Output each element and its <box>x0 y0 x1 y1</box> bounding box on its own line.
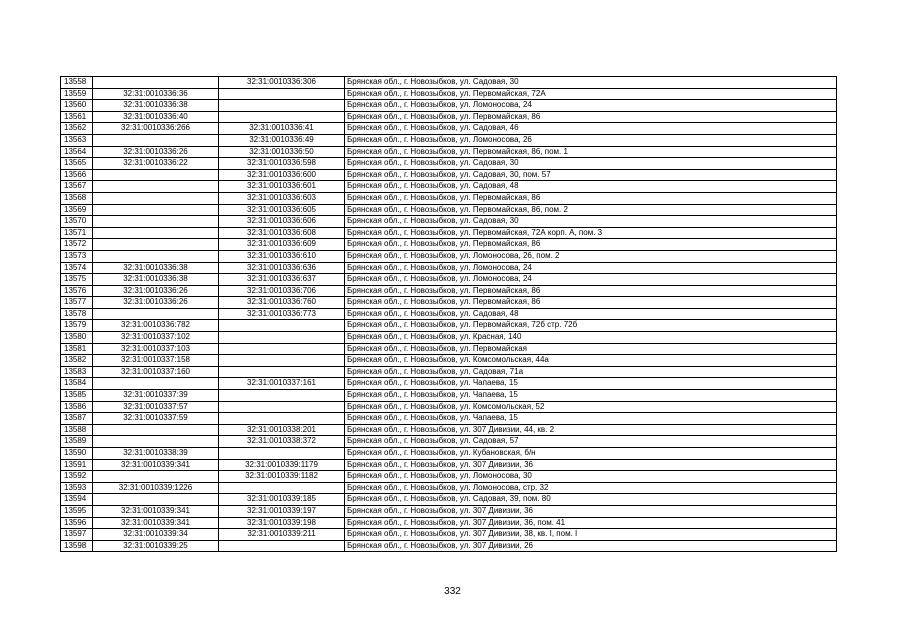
related-cadastral-number-cell <box>219 343 345 355</box>
row-number-cell: 13572 <box>61 239 93 251</box>
table-row <box>61 529 837 541</box>
table-row <box>61 181 837 193</box>
table-row <box>61 401 837 413</box>
cadastral-number-cell <box>93 471 219 483</box>
table-row <box>61 146 837 158</box>
address-cell: Брянская обл., г. Новозыбков, ул. Ломоносова, 24 <box>345 274 837 286</box>
row-number-cell: 13563 <box>61 134 93 146</box>
table-row <box>61 494 837 506</box>
address-cell: Брянская обл., г. Новозыбков, ул. 307 Дивизии, 44, кв. 2 <box>345 424 837 436</box>
row-number-cell: 13592 <box>61 471 93 483</box>
cadastral-number-cell <box>93 216 219 228</box>
cadastral-number-cell: 32:31:0010339:341 <box>93 459 219 471</box>
address-cell: Брянская обл., г. Новозыбков, ул. Первомайская, 86 <box>345 239 837 251</box>
related-cadastral-number-cell: 32:31:0010336:773 <box>219 308 345 320</box>
row-number-cell: 13585 <box>61 390 93 402</box>
table-row <box>61 100 837 112</box>
related-cadastral-number-cell: 32:31:0010336:760 <box>219 297 345 309</box>
row-number-cell: 13591 <box>61 459 93 471</box>
address-cell: Брянская обл., г. Новозыбков, ул. Садовая, 46 <box>345 123 837 135</box>
address-cell: Брянская обл., г. Новозыбков, ул. Чапаева, 15 <box>345 390 837 402</box>
row-number-cell: 13576 <box>61 285 93 297</box>
address-cell: Брянская обл., г. Новозыбков, ул. Первомайская, 86, пом. 2 <box>345 204 837 216</box>
related-cadastral-number-cell: 32:31:0010336:41 <box>219 123 345 135</box>
address-cell: Брянская обл., г. Новозыбков, ул. Комсомольская, 44а <box>345 355 837 367</box>
cadastral-number-cell: 32:31:0010337:59 <box>93 413 219 425</box>
table-row <box>61 123 837 135</box>
row-number-cell: 13588 <box>61 424 93 436</box>
table-row <box>61 158 837 170</box>
address-cell: Брянская обл., г. Новозыбков, ул. Ломоносова, 24 <box>345 100 837 112</box>
related-cadastral-number-cell <box>219 332 345 344</box>
cadastral-number-cell <box>93 239 219 251</box>
row-number-cell: 13582 <box>61 355 93 367</box>
cadastral-number-cell <box>93 134 219 146</box>
row-number-cell: 13583 <box>61 366 93 378</box>
row-number-cell: 13567 <box>61 181 93 193</box>
row-number-cell: 13569 <box>61 204 93 216</box>
row-number-cell: 13594 <box>61 494 93 506</box>
cadastral-number-cell: 32:31:0010338:39 <box>93 448 219 460</box>
cadastral-number-cell: 32:31:0010337:103 <box>93 343 219 355</box>
table-row <box>61 77 837 89</box>
cadastral-number-cell: 32:31:0010336:38 <box>93 100 219 112</box>
address-cell: Брянская обл., г. Новозыбков, ул. Ломоносова, стр. 32 <box>345 482 837 494</box>
row-number-cell: 13596 <box>61 517 93 529</box>
related-cadastral-number-cell: 32:31:0010339:185 <box>219 494 345 506</box>
address-cell: Брянская обл., г. Новозыбков, ул. Чапаева, 15 <box>345 413 837 425</box>
related-cadastral-number-cell: 32:31:0010336:610 <box>219 250 345 262</box>
related-cadastral-number-cell: 32:31:0010336:306 <box>219 77 345 89</box>
address-cell: Брянская обл., г. Новозыбков, ул. Ломоносова, 30 <box>345 471 837 483</box>
cadastral-number-cell: 32:31:0010336:266 <box>93 123 219 135</box>
cadastral-number-cell <box>93 436 219 448</box>
cadastral-number-cell: 32:31:0010339:25 <box>93 540 219 552</box>
address-cell: Брянская обл., г. Новозыбков, ул. Первомайская, 72б стр. 72б <box>345 320 837 332</box>
cadastral-number-cell: 32:31:0010336:26 <box>93 285 219 297</box>
table-row <box>61 274 837 286</box>
address-cell: Брянская обл., г. Новозыбков, ул. Чапаева, 15 <box>345 378 837 390</box>
table-row <box>61 482 837 494</box>
cadastral-number-cell <box>93 378 219 390</box>
related-cadastral-number-cell <box>219 401 345 413</box>
cadastral-number-cell: 32:31:0010337:160 <box>93 366 219 378</box>
cadastral-number-cell: 32:31:0010337:39 <box>93 390 219 402</box>
related-cadastral-number-cell <box>219 366 345 378</box>
table-row <box>61 366 837 378</box>
cadastral-number-cell: 32:31:0010339:341 <box>93 505 219 517</box>
table-row <box>61 459 837 471</box>
related-cadastral-number-cell: 32:31:0010336:605 <box>219 204 345 216</box>
table-row <box>61 332 837 344</box>
related-cadastral-number-cell <box>219 355 345 367</box>
cadastral-number-cell: 32:31:0010336:26 <box>93 146 219 158</box>
row-number-cell: 13581 <box>61 343 93 355</box>
cadastral-number-cell: 32:31:0010336:36 <box>93 88 219 100</box>
cadastral-number-cell <box>93 494 219 506</box>
related-cadastral-number-cell: 32:31:0010336:636 <box>219 262 345 274</box>
table-row <box>61 355 837 367</box>
table-body <box>61 77 837 552</box>
table-row <box>61 169 837 181</box>
related-cadastral-number-cell: 32:31:0010339:1179 <box>219 459 345 471</box>
cadastral-number-cell: 32:31:0010337:102 <box>93 332 219 344</box>
table-row <box>61 448 837 460</box>
address-cell: Брянская обл., г. Новозыбков, ул. Первомайская, 72А <box>345 88 837 100</box>
related-cadastral-number-cell <box>219 413 345 425</box>
table-row <box>61 320 837 332</box>
address-cell: Брянская обл., г. Новозыбков, ул. 307 Дивизии, 36 <box>345 505 837 517</box>
cadastral-number-cell <box>93 227 219 239</box>
cadastral-number-cell <box>93 204 219 216</box>
row-number-cell: 13561 <box>61 111 93 123</box>
row-number-cell: 13570 <box>61 216 93 228</box>
address-cell: Брянская обл., г. Новозыбков, ул. Кубановская, б/н <box>345 448 837 460</box>
address-cell: Брянская обл., г. Новозыбков, ул. Ломоносова, 24 <box>345 262 837 274</box>
address-cell: Брянская обл., г. Новозыбков, ул. 307 Дивизии, 38, кв. I, пом. I <box>345 529 837 541</box>
table-row <box>61 505 837 517</box>
address-cell: Брянская обл., г. Новозыбков, ул. Садовая, 30 <box>345 216 837 228</box>
address-cell: Брянская обл., г. Новозыбков, ул. Садовая, 57 <box>345 436 837 448</box>
table-row <box>61 343 837 355</box>
address-cell: Брянская обл., г. Новозыбков, ул. 307 Дивизии, 36 <box>345 459 837 471</box>
cadastral-number-cell <box>93 169 219 181</box>
address-cell: Брянская обл., г. Новозыбков, ул. Садовая, 71а <box>345 366 837 378</box>
row-number-cell: 13568 <box>61 192 93 204</box>
row-number-cell: 13593 <box>61 482 93 494</box>
address-cell: Брянская обл., г. Новозыбков, ул. Ломоносова, 26 <box>345 134 837 146</box>
row-number-cell: 13587 <box>61 413 93 425</box>
table-row <box>61 134 837 146</box>
related-cadastral-number-cell: 32:31:0010336:598 <box>219 158 345 170</box>
address-cell: Брянская обл., г. Новозыбков, ул. Первомайская, 86, пом. 1 <box>345 146 837 158</box>
table-row <box>61 262 837 274</box>
row-number-cell: 13573 <box>61 250 93 262</box>
table-row <box>61 390 837 402</box>
address-cell: Брянская обл., г. Новозыбков, ул. Садовая, 30 <box>345 77 837 89</box>
cadastral-number-cell: 32:31:0010336:38 <box>93 262 219 274</box>
related-cadastral-number-cell: 32:31:0010339:197 <box>219 505 345 517</box>
cadastral-number-cell: 32:31:0010336:22 <box>93 158 219 170</box>
address-cell: Брянская обл., г. Новозыбков, ул. Садовая, 30 <box>345 158 837 170</box>
address-cell: Брянская обл., г. Новозыбков, ул. Первомайская, 86 <box>345 297 837 309</box>
cadastral-number-cell: 32:31:0010336:26 <box>93 297 219 309</box>
row-number-cell: 13595 <box>61 505 93 517</box>
related-cadastral-number-cell: 32:31:0010336:601 <box>219 181 345 193</box>
row-number-cell: 13560 <box>61 100 93 112</box>
row-number-cell: 13590 <box>61 448 93 460</box>
cadastral-number-cell: 32:31:0010336:40 <box>93 111 219 123</box>
related-cadastral-number-cell: 32:31:0010336:637 <box>219 274 345 286</box>
address-cell: Брянская обл., г. Новозыбков, ул. Садовая, 30, пом. 57 <box>345 169 837 181</box>
address-cell: Брянская обл., г. Новозыбков, ул. Комсомольская, 52 <box>345 401 837 413</box>
cadastral-number-cell: 32:31:0010336:38 <box>93 274 219 286</box>
address-cell: Брянская обл., г. Новозыбков, ул. Первомайская, 86 <box>345 285 837 297</box>
related-cadastral-number-cell <box>219 111 345 123</box>
table-row <box>61 471 837 483</box>
address-cell: Брянская обл., г. Новозыбков, ул. Первомайская, 72А корп. А, пом. 3 <box>345 227 837 239</box>
table-row <box>61 250 837 262</box>
table-row <box>61 540 837 552</box>
related-cadastral-number-cell <box>219 482 345 494</box>
cadastral-number-cell: 32:31:0010339:34 <box>93 529 219 541</box>
related-cadastral-number-cell: 32:31:0010336:609 <box>219 239 345 251</box>
row-number-cell: 13584 <box>61 378 93 390</box>
address-cell: Брянская обл., г. Новозыбков, ул. Первомайская <box>345 343 837 355</box>
related-cadastral-number-cell: 32:31:0010339:211 <box>219 529 345 541</box>
cadastral-number-cell <box>93 181 219 193</box>
row-number-cell: 13566 <box>61 169 93 181</box>
related-cadastral-number-cell: 32:31:0010336:49 <box>219 134 345 146</box>
cadastral-number-cell: 32:31:0010337:57 <box>93 401 219 413</box>
row-number-cell: 13558 <box>61 77 93 89</box>
table-row <box>61 227 837 239</box>
row-number-cell: 13577 <box>61 297 93 309</box>
table-row <box>61 413 837 425</box>
row-number-cell: 13578 <box>61 308 93 320</box>
table-row <box>61 88 837 100</box>
related-cadastral-number-cell: 32:31:0010336:706 <box>219 285 345 297</box>
row-number-cell: 13579 <box>61 320 93 332</box>
row-number-cell: 13575 <box>61 274 93 286</box>
related-cadastral-number-cell <box>219 100 345 112</box>
table-row <box>61 192 837 204</box>
related-cadastral-number-cell: 32:31:0010338:201 <box>219 424 345 436</box>
address-cell: Брянская обл., г. Новозыбков, ул. Первомайская, 86 <box>345 192 837 204</box>
cadastral-number-cell: 32:31:0010337:158 <box>93 355 219 367</box>
row-number-cell: 13598 <box>61 540 93 552</box>
row-number-cell: 13589 <box>61 436 93 448</box>
address-cell: Брянская обл., г. Новозыбков, ул. Садовая, 48 <box>345 308 837 320</box>
page-number: 332 <box>444 586 461 597</box>
table-row <box>61 297 837 309</box>
row-number-cell: 13571 <box>61 227 93 239</box>
cadastral-number-cell: 32:31:0010336:782 <box>93 320 219 332</box>
table-row <box>61 436 837 448</box>
table-row <box>61 285 837 297</box>
address-cell: Брянская обл., г. Новозыбков, ул. Первомайская, 86 <box>345 111 837 123</box>
cadastral-table <box>60 76 837 552</box>
cadastral-number-cell <box>93 424 219 436</box>
cadastral-number-cell: 32:31:0010339:341 <box>93 517 219 529</box>
row-number-cell: 13574 <box>61 262 93 274</box>
related-cadastral-number-cell: 32:31:0010339:198 <box>219 517 345 529</box>
row-number-cell: 13564 <box>61 146 93 158</box>
row-number-cell: 13580 <box>61 332 93 344</box>
table-row <box>61 308 837 320</box>
related-cadastral-number-cell <box>219 88 345 100</box>
related-cadastral-number-cell: 32:31:0010338:372 <box>219 436 345 448</box>
cadastral-number-cell: 32:31:0010339:1226 <box>93 482 219 494</box>
table-row <box>61 216 837 228</box>
table-row <box>61 111 837 123</box>
related-cadastral-number-cell: 32:31:0010336:606 <box>219 216 345 228</box>
related-cadastral-number-cell: 32:31:0010336:603 <box>219 192 345 204</box>
cadastral-number-cell <box>93 192 219 204</box>
row-number-cell: 13586 <box>61 401 93 413</box>
related-cadastral-number-cell: 32:31:0010336:600 <box>219 169 345 181</box>
table-row <box>61 424 837 436</box>
address-cell: Брянская обл., г. Новозыбков, ул. 307 Дивизии, 36, пом. 41 <box>345 517 837 529</box>
related-cadastral-number-cell <box>219 540 345 552</box>
table-row <box>61 204 837 216</box>
table-row <box>61 517 837 529</box>
address-cell: Брянская обл., г. Новозыбков, ул. Садовая, 39, пом. 80 <box>345 494 837 506</box>
related-cadastral-number-cell: 32:31:0010336:608 <box>219 227 345 239</box>
related-cadastral-number-cell: 32:31:0010337:161 <box>219 378 345 390</box>
cadastral-number-cell <box>93 77 219 89</box>
related-cadastral-number-cell: 32:31:0010339:1182 <box>219 471 345 483</box>
address-cell: Брянская обл., г. Новозыбков, ул. Садовая, 48 <box>345 181 837 193</box>
related-cadastral-number-cell <box>219 320 345 332</box>
row-number-cell: 13559 <box>61 88 93 100</box>
related-cadastral-number-cell <box>219 390 345 402</box>
row-number-cell: 13597 <box>61 529 93 541</box>
related-cadastral-number-cell <box>219 448 345 460</box>
cadastral-number-cell <box>93 250 219 262</box>
row-number-cell: 13565 <box>61 158 93 170</box>
address-cell: Брянская обл., г. Новозыбков, ул. 307 Дивизии, 26 <box>345 540 837 552</box>
related-cadastral-number-cell: 32:31:0010336:50 <box>219 146 345 158</box>
table-row <box>61 239 837 251</box>
address-cell: Брянская обл., г. Новозыбков, ул. Красная, 140 <box>345 332 837 344</box>
row-number-cell: 13562 <box>61 123 93 135</box>
cadastral-number-cell <box>93 308 219 320</box>
table-row <box>61 378 837 390</box>
address-cell: Брянская обл., г. Новозыбков, ул. Ломоносова, 26, пом. 2 <box>345 250 837 262</box>
